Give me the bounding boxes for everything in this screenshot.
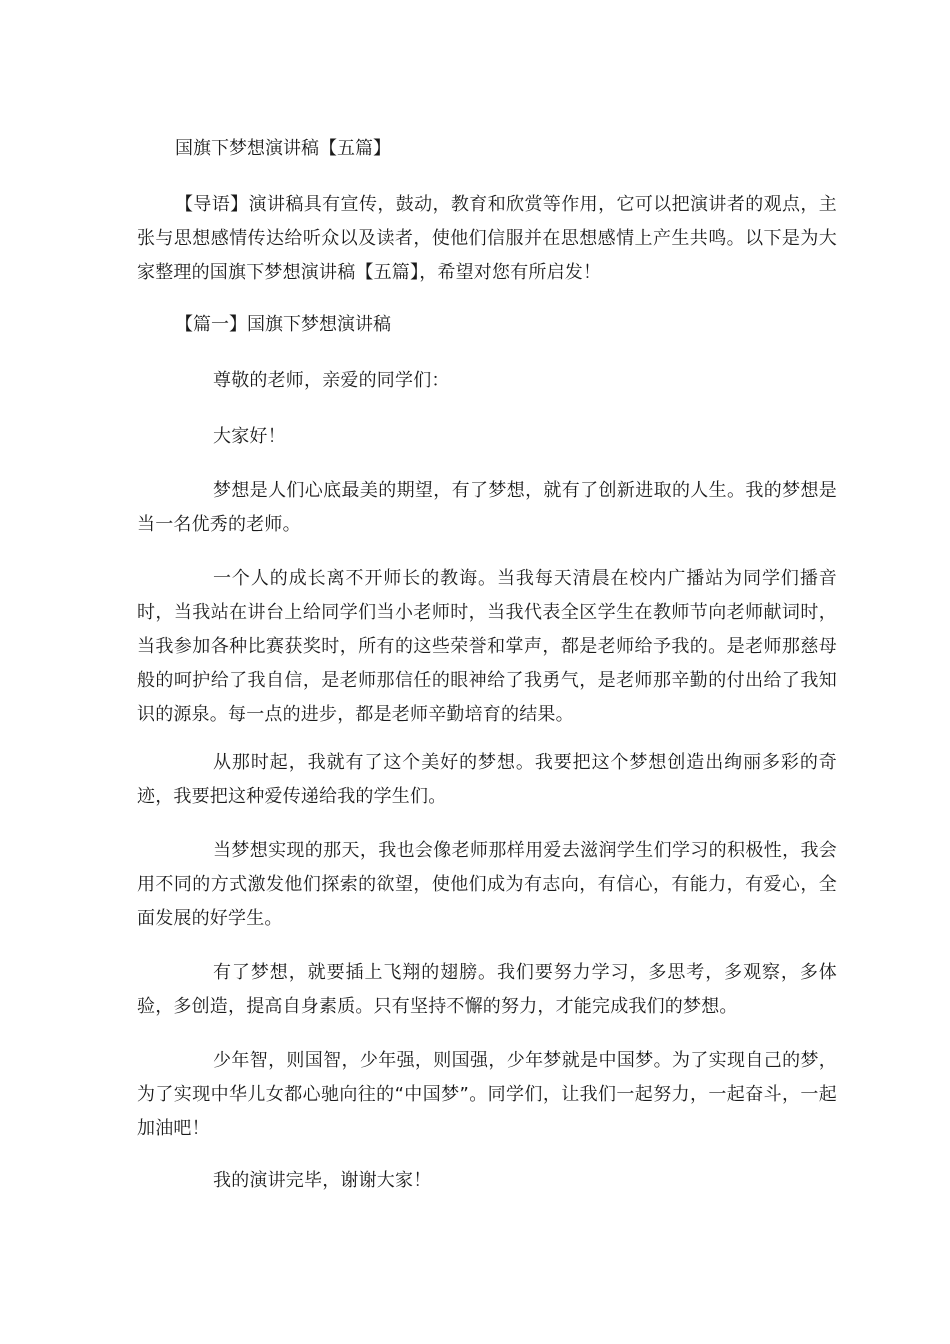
document-title: 国旗下梦想演讲稿【五篇】 <box>175 138 391 159</box>
body-paragraph: 少年智，则国智，少年强，则国强，少年梦就是中国梦。为了实现自己的梦，为了实现中华儿女都心驰向往的“中国梦”。同学们，让我们一起努力，一起奋斗，一起加油吧！ <box>137 1050 837 1139</box>
closing-paragraph: 我的演讲完毕，谢谢大家！ <box>213 1170 432 1191</box>
intro-paragraph: 【导语】演讲稿具有宣传，鼓动，教育和欣赏等作用，它可以把演讲者的观点，主张与思想感情传达给听众以及读者，使他们信服并在思想感情上产生共鸣。以下是为大家整理的国旗下梦想演讲稿【五篇】，希望对您有所启发！ <box>137 194 837 283</box>
greeting-paragraph: 大家好！ <box>213 426 286 447</box>
salutation-paragraph: 尊敬的老师，亲爱的同学们： <box>213 370 450 391</box>
body-paragraph: 有了梦想，就要插上飞翔的翅膀。我们要努力学习，多思考，多观察，多体验，多创造，提高自身素质。只有坚持不懈的努力，才能完成我们的梦想。 <box>137 962 837 1017</box>
body-paragraph: 梦想是人们心底最美的期望，有了梦想，就有了创新进取的人生。我的梦想是当一名优秀的老师。 <box>137 480 837 535</box>
body-paragraph: 当梦想实现的那天，我也会像老师那样用爱去滋润学生们学习的积极性，我会用不同的方式激发他们探索的欲望，使他们成为有志向，有信心，有能力，有爱心，全面发展的好学生。 <box>137 840 837 929</box>
body-paragraph: 一个人的成长离不开师长的教诲。当我每天清晨在校内广播站为同学们播音时，当我站在讲台上给同学们当小老师时，当我代表全区学生在教师节向老师献词时，当我参加各种比赛获奖时，所有的这些荣誉和掌声，都是老师给予我的。是老师那慈母般的呵护给了我自信，是老师那信任的眼神给了我勇气，是老师那辛勤的付出给了我知识的源泉。每一点的进步，都是老师辛勤培育的结果。 <box>137 568 837 725</box>
section-one-heading: 【篇一】国旗下梦想演讲稿 <box>175 314 391 335</box>
body-paragraph: 从那时起，我就有了这个美好的梦想。我要把这个梦想创造出绚丽多彩的奇迹，我要把这种爱传递给我的学生们。 <box>137 752 837 807</box>
